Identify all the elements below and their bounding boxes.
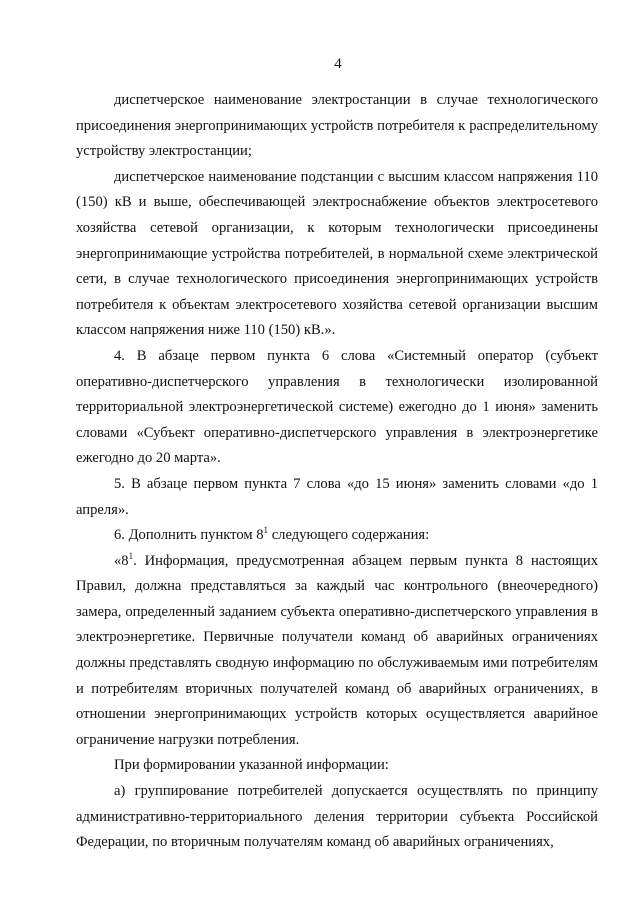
paragraph-item-6 [76,523,598,549]
clause-8-1-text-end: . Информация, предусмотренная абзацем первым пункта 8 настоящих Правил, должна представляться за каждый час контрольного (внеочередного) замера, определенный заданием субъекта оперативно-диспетчерского управления в электроэнергетике. Первичные получатели команд об аварийных ограничениях должны представлять сводную информацию по обслуживаемым ими потребителям и потребителям вторичных получателей команд об аварийных ограничениях, в отношении энергопринимающих устройств которых осуществляется аварийное ограничение нагрузки потребления. [76,552,598,748]
page-number: 4 [334,56,342,72]
paragraph-item-4: 4. В абзаце первом пункта 6 слова «Системный оператор (субъект оперативно-диспетчерского управления в технологически изолированной территориальной электроэнергетической системе) ежегодно до 1 июня» заменить словами «Субъект оперативно-диспетчерского управления в электроэнергетике ежегодно до 20 марта». [76,347,598,467]
paragraph-clause-8-1 [76,549,598,754]
paragraph-item-5: 5. В абзаце первом пункта 7 слова «до 15 июня» заменить словами «до 1 апреля». [76,475,598,518]
paragraph-subitem-a: а) группирование потребителей допускается осуществлять по принципу административно-территориального деления территории субъекта Российской Федерации, по вторичным получателям команд об аварийных ограничениях, [76,783,598,851]
paragraph-dispatch-name-power-plant: диспетчерское наименование электростанции в случае технологического присоединения энергопринимающих устройств потребителя к распределительному устройству электростанции; [76,92,598,160]
document-body [76,88,598,856]
item-6-text-end: следующего содержания: [268,527,430,544]
item-6-superscript: 1 [263,525,269,536]
paragraph-dispatch-name-substation: диспетчерское наименование подстанции с высшим классом напряжения 110 (150) кВ и выше, обеспечивающей электроснабжение объектов электросетевого хозяйства сетевой организации, к которым технологически присоединены энергопринимающие устройства потребителей, в нормальной схеме электрической сети, в случае технологического присоединения энергопринимающих устройств потребителя к объектам электросетевого хозяйства сетевой организации высшим классом напряжения ниже 110 (150) кВ.». [76,168,598,339]
clause-8-1-superscript: 1 [128,550,134,561]
paragraph-forming-info: При формировании указанной информации: [114,757,389,774]
clause-8-1-text-start: «8 [114,552,129,569]
item-6-text-start: 6. Дополнить пунктом 8 [114,527,264,544]
